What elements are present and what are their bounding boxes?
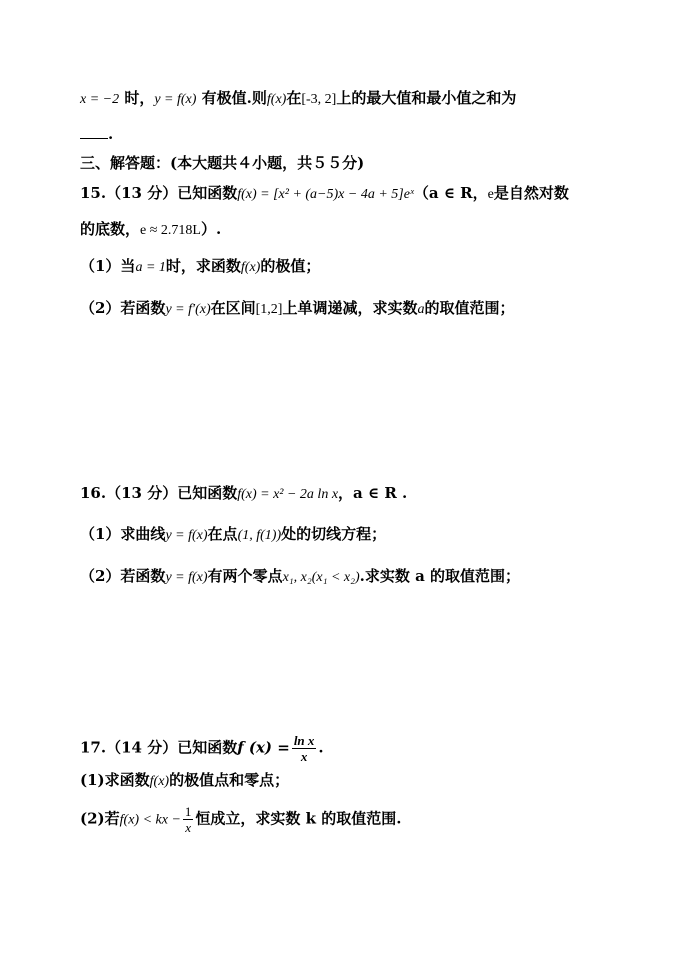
q17-p1-a: (1)求函数	[80, 771, 150, 789]
q15-cond: （a ∈ R，	[413, 184, 488, 202]
intro-period: .	[108, 125, 114, 143]
q15-e-math: e	[487, 187, 494, 202]
q15-line2	[80, 219, 221, 241]
q15-p2-int-math: [1,2]	[255, 302, 283, 317]
q15-p1-f-math: f(x)	[240, 260, 261, 275]
q15-p2-d: 的取值范围；	[424, 299, 515, 317]
q15-tail: 是自然对数	[493, 184, 569, 202]
q17-func-lhs: f (x) =	[237, 738, 290, 757]
q16-p1-pt-math: (1, f(1))	[237, 528, 282, 543]
q16-p2-b: 有两个零点	[207, 567, 283, 585]
q15-line2-b: ）.	[200, 220, 222, 238]
q15-part1	[80, 256, 320, 278]
q15-head-line	[80, 183, 569, 205]
q15-p1-math: a = 1	[135, 260, 166, 275]
q17-frac-den: x	[300, 749, 308, 764]
q17-frac-num: ln x	[293, 733, 315, 748]
q16-p2-a: （2）若函数	[80, 567, 166, 585]
answer-blank	[80, 124, 108, 139]
q16-p1-a: （1）求曲线	[80, 525, 166, 543]
q16-p1-c: 处的切线方程；	[281, 525, 387, 543]
intro-text-2: 有极值.则	[196, 89, 267, 107]
q15-p1-a: （1）当	[80, 257, 136, 275]
q15-e-approx-math: e ≈ 2.718L	[140, 223, 201, 238]
q15-p2-c: 上单调递减，求实数	[282, 299, 418, 317]
q16-p1-math: y = f(x)	[165, 528, 208, 543]
q16-p1-b: 在点	[207, 525, 238, 543]
q15-head: 15.（13 分）已知函数	[80, 184, 238, 202]
q17-head-line	[80, 733, 324, 764]
q17-head-end: .	[318, 738, 324, 757]
intro-text-3: 在	[286, 89, 302, 107]
intro-cond-math: x = −2	[80, 92, 120, 107]
intro-y-math: y = f(x)	[154, 92, 197, 107]
q17-p2-a: (2)若	[80, 809, 120, 828]
q16-func-math: f(x) = x² − 2a ln x	[237, 487, 339, 502]
q15-p2-a: （2）若函数	[80, 299, 166, 317]
q17-p1-b: 的极值点和零点；	[169, 771, 290, 789]
section-title: 三、解答题：(本大题共４小题，共５５分)	[80, 154, 365, 172]
q16-head-line	[80, 483, 407, 505]
q16-p2-math: y = f(x)	[165, 570, 208, 585]
intro-text-1: 时，	[119, 89, 155, 107]
q16-part2	[80, 566, 520, 588]
q17-head: 17.（14 分）已知函数	[80, 738, 238, 757]
q17-p2-frac-num: 1	[184, 804, 192, 819]
q15-p2-b: 在区间	[210, 299, 256, 317]
q15-p1-c: 的极值；	[260, 257, 321, 275]
q16-part1	[80, 524, 386, 546]
q16-head: 16.（13 分）已知函数	[80, 484, 238, 502]
q16-cond: ，a ∈ R .	[338, 484, 408, 502]
intro-text-4: 上的最大值和最小值之和为	[336, 89, 517, 107]
q17-p2-math: f(x) < kx −	[119, 812, 181, 828]
q17-part1	[80, 770, 289, 792]
intro-line	[80, 88, 516, 110]
q15-p2-a-math: a	[417, 302, 425, 317]
q17-p2-fraction	[183, 804, 194, 835]
q17-part2	[80, 804, 401, 835]
q17-fraction	[292, 733, 317, 764]
intro-f-math: f(x)	[266, 92, 287, 107]
q15-part2	[80, 298, 514, 320]
q17-p2-frac-den: x	[185, 820, 192, 835]
q17-p1-math: f(x)	[149, 774, 170, 789]
q16-p2-c: .求实数 a 的取值范围；	[359, 567, 521, 585]
q15-p2-math: y = f′(x)	[165, 302, 211, 317]
q15-line2-a: 的底数，	[80, 220, 141, 238]
answer-blank-line	[80, 124, 113, 144]
q17-p2-b: 恒成立，求实数 k 的取值范围.	[195, 809, 402, 828]
intro-interval-math: [-3, 2]	[301, 92, 337, 107]
q15-p1-b: 时，求函数	[165, 257, 241, 275]
q16-p2-zeros-math: x₁, x₂(x₁ < x₂)	[282, 570, 360, 585]
q15-func-math: f(x) = [x² + (a−5)x − 4a + 5]eˣ	[237, 187, 414, 202]
